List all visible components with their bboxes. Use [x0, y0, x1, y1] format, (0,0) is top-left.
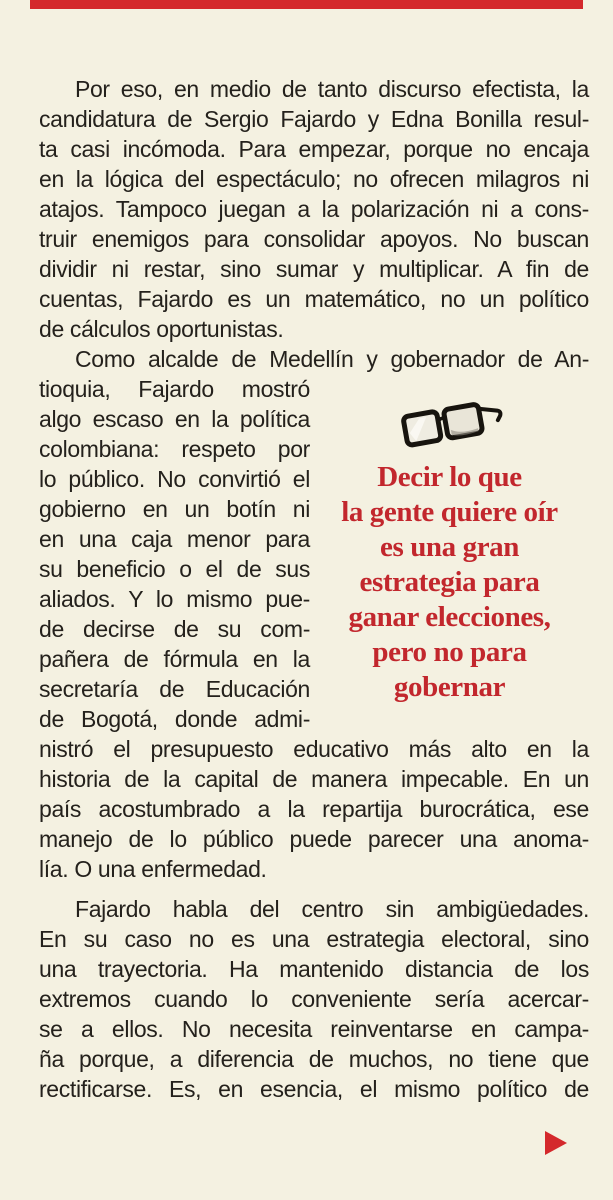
- paragraph-2-line: pañera de fórmula en la: [39, 646, 310, 672]
- paragraph-2-line: aliados. Y lo mismo pue-: [39, 586, 310, 612]
- next-page-arrow-icon[interactable]: [545, 1131, 567, 1155]
- paragraph-3-line: ña porque, a diferencia de muchos, no tiene que: [39, 1046, 589, 1072]
- pull-quote-block: [310, 374, 589, 705]
- paragraph-3-line: rectificarse. Es, en esencia, el mismo político de: [39, 1076, 589, 1102]
- pull-quote-line: Decir lo que: [377, 461, 522, 493]
- paragraph-1-line: atajos. Tampoco juegan a la polarización ni a cons-: [39, 196, 589, 222]
- article-body: [39, 74, 589, 1104]
- paragraph-2-line: en una caja menor para: [39, 526, 310, 552]
- pull-quote-line: la gente quiere oír: [341, 496, 558, 528]
- paragraph-1-line: truir enemigos para consolidar apoyos. No buscan: [39, 226, 589, 252]
- paragraph-2-line: secretaría de Educación: [39, 676, 310, 702]
- paragraph-2-continued-line: lía. O una enfermedad.: [39, 856, 267, 882]
- paragraph-1-line: ta casi incómoda. Para empezar, porque no encaja: [39, 136, 589, 162]
- paragraph-2-intro-line: Como alcalde de Medellín y gobernador de An-: [75, 346, 589, 372]
- paragraph-3-line: se a ellos. No necesita reinventarse en campa-: [39, 1016, 589, 1042]
- paragraph-2-line: de Bogotá, donde admi-: [39, 706, 310, 732]
- paragraph-2-continued-line: país acostumbrado a la repartija burocrática, ese: [39, 796, 589, 822]
- pull-quote-line: pero no para: [372, 636, 527, 668]
- pull-quote-line: estrategia para: [359, 566, 540, 598]
- paragraph-2-line: lo público. No convirtió el: [39, 466, 310, 492]
- paragraph-2-continued-line: nistró el presupuesto educativo más alto en la: [39, 736, 589, 762]
- paragraph-2-left-column: [39, 374, 310, 734]
- paragraph-1: [39, 74, 589, 344]
- paragraph-3-line: Fajardo habla del centro sin ambigüedades.: [75, 896, 589, 922]
- pull-quote-line: es una gran: [379, 531, 519, 563]
- paragraph-2-line: algo escaso en la política: [39, 406, 310, 432]
- paragraph-2-continued: [39, 734, 589, 884]
- pull-quote-line: gobernar: [393, 671, 506, 703]
- glasses-icon: [395, 396, 505, 454]
- paragraph-1-line: candidatura de Sergio Fajardo y Edna Bonilla resul-: [39, 106, 589, 132]
- paragraph-2-line: su beneficio o el de sus: [39, 556, 310, 582]
- pull-quote-line: ganar elecciones,: [348, 601, 551, 633]
- paragraph-2-line: colombiana: respeto por: [39, 436, 310, 462]
- paragraph-3-line: una trayectoria. Ha mantenido distancia de los: [39, 956, 589, 982]
- paragraph-2-line: tioquia, Fajardo mostró: [39, 376, 310, 402]
- paragraph-1-line: Por eso, en medio de tanto discurso efectista, la: [75, 76, 589, 102]
- paragraph-1-line: cuentas, Fajardo es un matemático, no un político: [39, 286, 589, 312]
- paragraph-1-line: dividir ni restar, sino sumar y multiplicar. A fin de: [39, 256, 589, 282]
- paragraph-2-continued-line: historia de la capital de manera impecable. En un: [39, 766, 589, 792]
- paragraph-3: [39, 894, 589, 1104]
- paragraph-2-continued-line: manejo de lo público puede parecer una anoma-: [39, 826, 589, 852]
- wrap-section: [39, 374, 589, 734]
- paragraph-3-line: En su caso no es una estrategia electoral, sino: [39, 926, 589, 952]
- paragraph-1-line: de cálculos oportunistas.: [39, 316, 284, 342]
- paragraph-2-line: de decirse de su com-: [39, 616, 310, 642]
- paragraph-2-line: gobierno en un botín ni: [39, 496, 310, 522]
- paragraph-1-line: en la lógica del espectáculo; no ofrecen milagros ni: [39, 166, 589, 192]
- paragraph-3-line: extremos cuando lo conveniente sería acercar-: [39, 986, 589, 1012]
- pull-quote: [310, 460, 589, 705]
- top-red-rule: [30, 0, 583, 9]
